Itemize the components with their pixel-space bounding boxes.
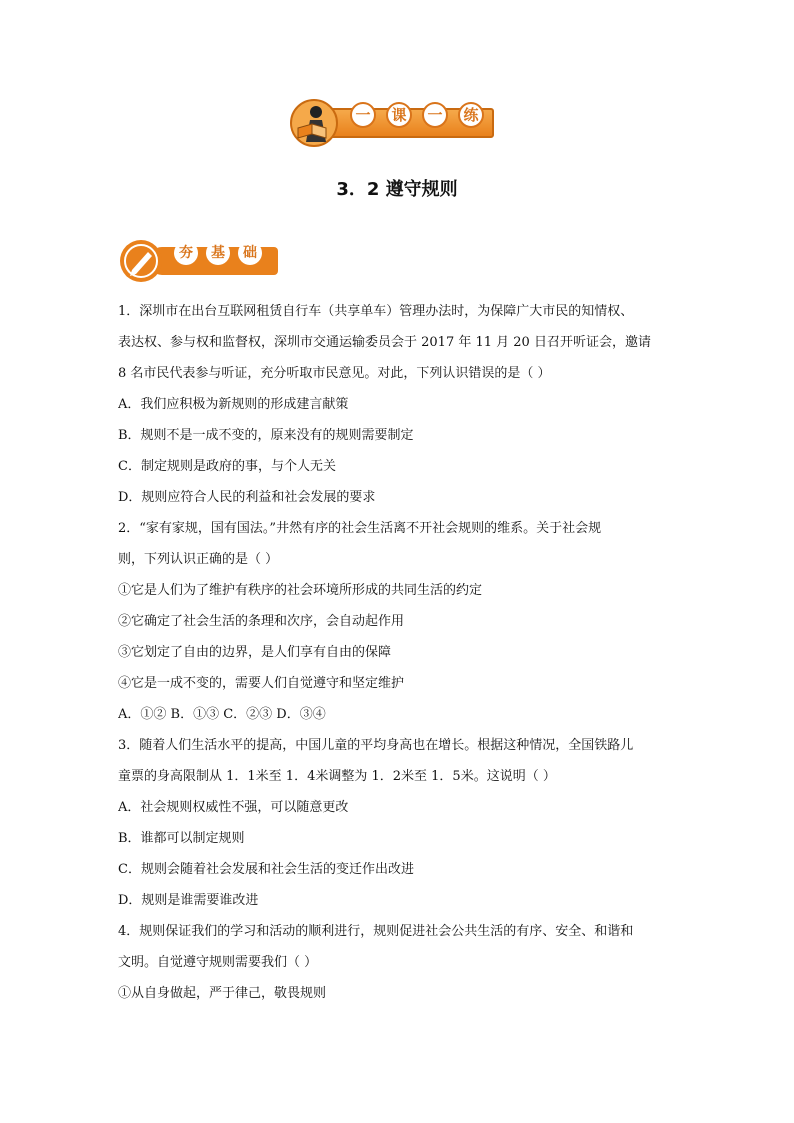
q4-stem-line-2: 文明。自觉遵守规则需要我们（ ） xyxy=(118,955,318,970)
q1-option-c: C．制定规则是政府的事，与个人无关 xyxy=(118,459,336,474)
q1-option-b: B．规则不是一成不变的，原来没有的规则需要制定 xyxy=(118,428,414,443)
section-char-1: 夯 xyxy=(174,241,198,265)
q2-stem-line-1: 2．“家有家规，国有国法。”井然有序的社会生活离不开社会规则的维系。关于社会规 xyxy=(118,521,602,536)
q3-option-c: C．规则会随着社会发展和社会生活的变迁作出改进 xyxy=(118,862,414,877)
pencil-icon xyxy=(118,238,164,284)
q3-option-b: B．谁都可以制定规则 xyxy=(118,831,245,846)
banner-char-2: 课 xyxy=(386,102,412,128)
q2-statement-2: ②它确定了社会生活的条理和次序，会自动起作用 xyxy=(118,614,405,629)
q1-stem-line-3: 8 名市民代表参与听证，充分听取市民意见。对此，下列认识错误的是（ ） xyxy=(118,366,551,381)
banner-char-4: 练 xyxy=(458,102,484,128)
q2-statement-4: ④它是一成不变的，需要人们自觉遵守和坚定维护 xyxy=(118,676,405,691)
q3-stem-line-1: 3．随着人们生活水平的提高，中国儿童的平均身高也在增长。根据这种情况，全国铁路儿 xyxy=(118,738,634,753)
q3-option-d: D．规则是谁需要谁改进 xyxy=(118,893,259,908)
q3-stem-line-2: 童票的身高限制从 1．1米至 1．4米调整为 1．2米至 1．5米。这说明（ ） xyxy=(118,769,556,784)
q1-option-a: A．我们应积极为新规则的形成建言献策 xyxy=(118,397,349,412)
banner-char-3: 一 xyxy=(422,102,448,128)
banner-char-1: 一 xyxy=(350,102,376,128)
question-list xyxy=(118,296,678,1009)
q2-stem-line-2: 则，下列认识正确的是（ ） xyxy=(118,552,279,567)
q2-statement-1: ①它是人们为了维护有秩序的社会环境所形成的共同生活的约定 xyxy=(118,583,483,598)
q4-statement-1: ①从自身做起，严于律己，敬畏规则 xyxy=(118,986,327,1001)
section-char-2: 基 xyxy=(206,241,230,265)
q3-option-a: A．社会规则权威性不强，可以随意更改 xyxy=(118,800,349,815)
section-char-3: 础 xyxy=(238,241,262,265)
q1-option-d: D．规则应符合人民的利益和社会发展的要求 xyxy=(118,490,376,505)
q1-stem-line-2: 表达权、参与权和监督权，深圳市交通运输委员会于 2017 年 11 月 20 日召开听证会，邀请 xyxy=(118,335,651,350)
q1-stem-line-1: 1．深圳市在出台互联网租赁自行车（共享单车）管理办法时，为保障广大市民的知情权、 xyxy=(118,304,634,319)
page-title: 3．2 遵守规则 xyxy=(336,179,458,200)
section-badge xyxy=(118,238,280,284)
q2-options: A．①② B．①③ C．②③ D．③④ xyxy=(118,707,326,722)
lesson-banner xyxy=(286,98,496,148)
q2-statement-3: ③它划定了自由的边界，是人们享有自由的保障 xyxy=(118,645,392,660)
reading-person-icon xyxy=(286,98,342,148)
q4-stem-line-1: 4．规则保证我们的学习和活动的顺利进行，规则促进社会公共生活的有序、安全、和谐和 xyxy=(118,924,634,939)
